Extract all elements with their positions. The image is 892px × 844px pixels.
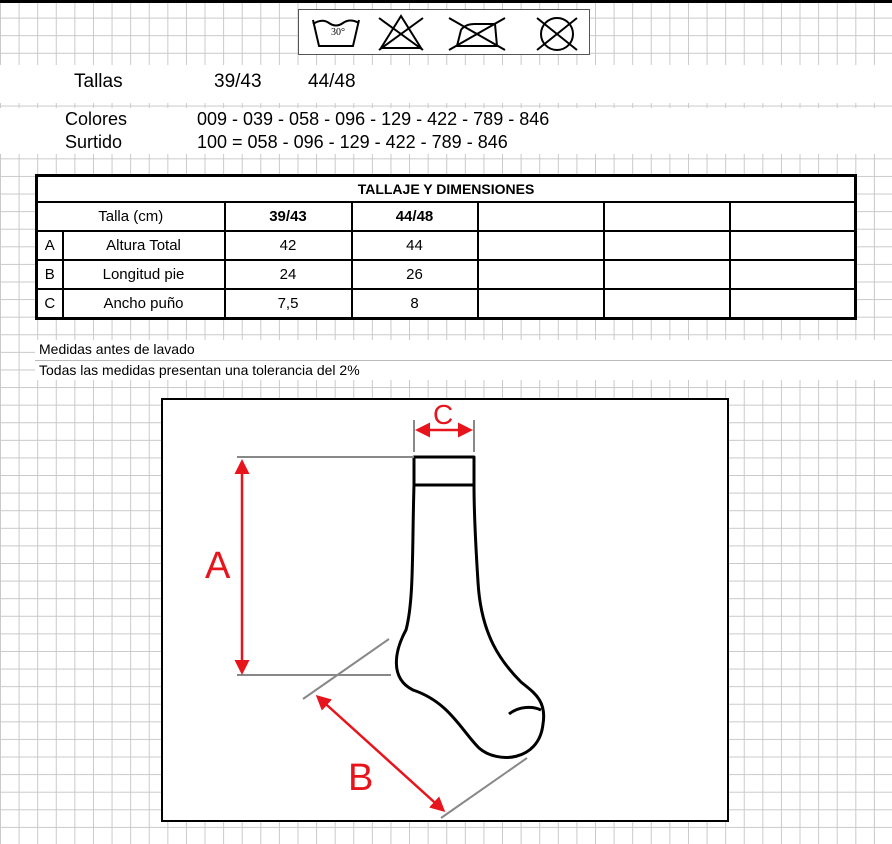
table-row	[37, 260, 856, 289]
care-icons-panel	[298, 9, 590, 55]
empty-cell	[604, 231, 730, 260]
empty-cell	[478, 231, 604, 260]
empty-cell	[730, 289, 856, 319]
assortment-value: 100 = 058 - 096 - 129 - 422 - 789 - 846	[197, 132, 508, 152]
row-value: 26	[352, 260, 478, 289]
note-tolerance: Todas las medidas presentan una tolerancia del 2%	[35, 360, 892, 380]
note-before-washing: Medidas antes de lavado	[39, 341, 195, 357]
sock-outline	[396, 457, 543, 757]
row-value: 8	[352, 289, 478, 319]
label-a: A	[205, 545, 231, 587]
table-header-row	[37, 202, 856, 231]
empty-cell	[730, 202, 856, 231]
size-value-2: 44/48	[308, 71, 356, 92]
empty-cell	[730, 231, 856, 260]
empty-cell	[478, 202, 604, 231]
colors-label: Colores	[65, 109, 128, 129]
row-value: 42	[225, 231, 352, 260]
sizes-band	[0, 65, 892, 103]
empty-cell	[604, 260, 730, 289]
size-value-1: 39/43	[214, 71, 262, 92]
dimensions-table	[35, 174, 857, 320]
row-value: 44	[352, 231, 478, 260]
table-row	[37, 289, 856, 319]
table-title: TALLAJE Y DIMENSIONES	[37, 176, 856, 203]
table-title-row	[37, 176, 856, 203]
label-c: C	[433, 400, 454, 430]
no-dry-clean-icon	[537, 18, 577, 50]
row-name: Longitud pie	[63, 260, 225, 289]
row-name: Ancho puño	[63, 289, 225, 319]
row-code: A	[37, 231, 63, 260]
sock-diagram	[161, 398, 729, 822]
empty-cell	[478, 289, 604, 319]
dimension-arrows	[242, 430, 470, 810]
top-border-line	[0, 0, 892, 3]
notes-block	[35, 340, 892, 380]
no-bleach-icon	[379, 16, 423, 50]
empty-cell	[604, 289, 730, 319]
row-name: Altura Total	[63, 231, 225, 260]
label-b: B	[348, 757, 374, 799]
header-size-label: Talla (cm)	[37, 202, 225, 231]
sizes-label: Tallas	[74, 71, 123, 92]
row-value: 7,5	[225, 289, 352, 319]
colors-band	[0, 108, 892, 154]
row-code: C	[37, 289, 63, 319]
header-size-1: 39/43	[225, 202, 352, 231]
table-row	[37, 231, 856, 260]
empty-cell	[478, 260, 604, 289]
row-code: B	[37, 260, 63, 289]
header-size-2: 44/48	[352, 202, 478, 231]
sock-diagram-svg	[163, 400, 731, 824]
empty-cell	[730, 260, 856, 289]
wash-temperature: 30°	[331, 27, 345, 38]
empty-cell	[604, 202, 730, 231]
colors-value: 009 - 039 - 058 - 096 - 129 - 422 - 789 - 846	[197, 109, 550, 129]
no-iron-icon	[449, 18, 505, 50]
assortment-label: Surtido	[65, 132, 123, 152]
row-value: 24	[225, 260, 352, 289]
